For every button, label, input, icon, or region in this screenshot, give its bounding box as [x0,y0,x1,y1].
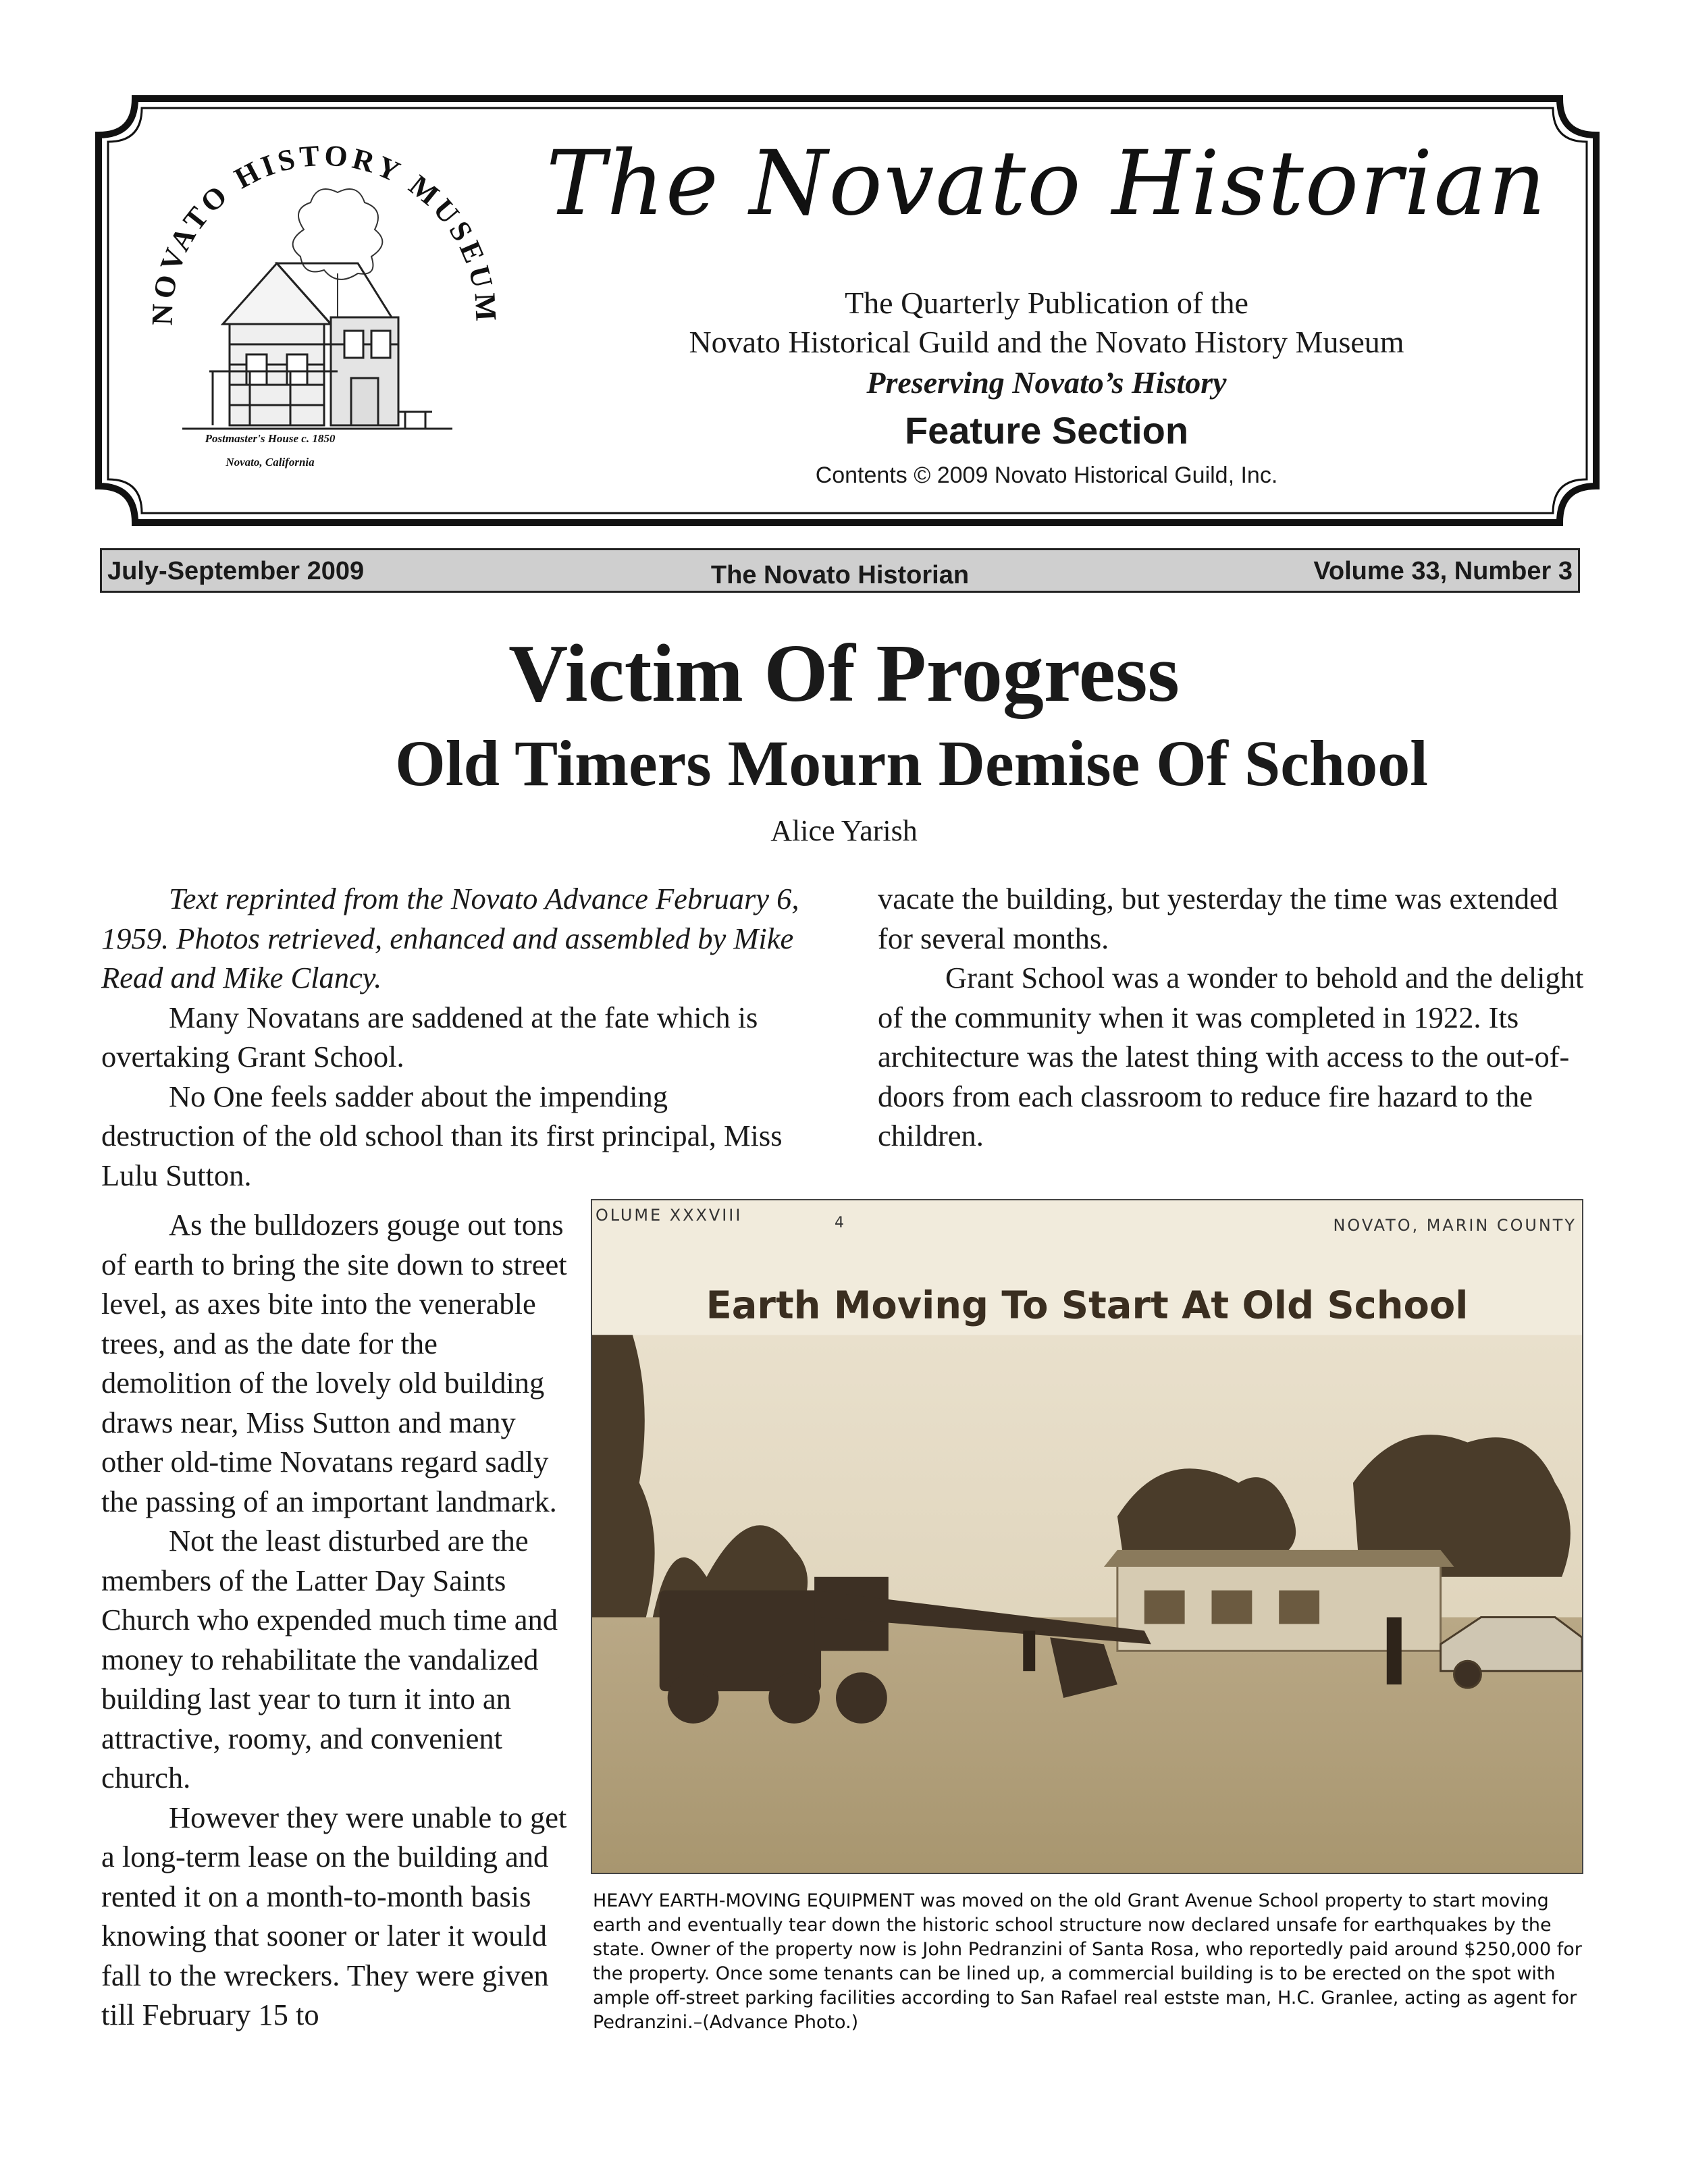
logo-caption-2: Novato, California [226,456,315,469]
clip-volume: OLUME XXXVIII [595,1205,743,1225]
paragraph: Grant School was a wonder to behold and the delight of the community when it was completed in 1922. Its architecture was the latest thing with access to the out-of-doors from each classroom to reduce fire hazard to the children. [878,961,1584,1152]
column-2 [878,879,1587,1156]
logo-arc-text: NOVATO HISTORY MUSEUM [145,138,503,326]
clip-headline: Earth Moving To Start At Old School [706,1283,1469,1328]
newspaper-clipping-photo [591,1199,1583,1874]
section-label: Feature Section [904,409,1189,452]
tagline: Preserving Novato’s History [866,365,1227,400]
issue-date: July-September 2009 [107,557,365,585]
clip-location: NOVATO, MARIN COUNTY [1333,1215,1577,1235]
volume-number: Volume 33, Number 3 [1313,557,1573,585]
photo-caption: HEAVY EARTH-MOVING EQUIPMENT was moved on the old Grant Avenue School property to start moving earth and eventually tear down the historic school structure now declared unsafe for earthquakes by the state. Owner of the property now is John Pedranzini of Santa Rosa, who reportedly paid around $250,000 for the property. Once some tenants can be lined up, a commercial building is to be erected on the spot with ample off-street parking facilities according to San Rafael real estste man, H.C. Granlee, acting as agent for Pedranzini.–(Advance Photo.) [593,1890,1582,2033]
column-1-narrow [101,1205,567,2035]
paragraph: vacate the building, but yesterday the time was extended for several months. [878,882,1558,955]
subtitle-line-1: The Quarterly Publication of the [845,286,1248,320]
reprint-note: Text reprinted from the Novato Advance February 6, 1959. Photos retrieved, enhanced and assembled by Mike Read and Mike Clancy. [101,882,799,994]
article-byline: Alice Yarish [770,814,918,847]
paragraph: As the bulldozers gouge out tons of earth to bring the site down to street level, as axes bite into the venerable trees, and as the date for the demolition of the lovely old building draws near, Miss Sutton and many other old-time Novatans regard sadly the passing of an important landmark. [101,1208,567,1518]
logo-caption-1: Postmaster's House c. 1850 [205,432,336,445]
publication-title: The Novato Historian [546,132,1548,236]
paragraph: No One feels sadder about the impending destruction of the old school than its first principal, Miss Lulu Sutton. [101,1079,783,1192]
museum-logo [135,128,513,506]
svg-text:NOVATO HISTORY MUSEUM [146,138,503,326]
paragraph: Many Novatans are saddened at the fate which is overtaking Grant School. [101,1000,758,1073]
issue-info-bar [100,548,1580,593]
copyright: Contents © 2009 Novato Historical Guild, Inc. [815,462,1278,488]
clip-number: 4 [835,1214,844,1231]
article-subheadline: Old Timers Mourn Demise Of School [395,727,1428,799]
publication-name: The Novato Historian [710,561,970,589]
article-headline: Victim Of Progress [508,628,1180,719]
column-1-top [101,879,803,1195]
paragraph: Not the least disturbed are the members of the Latter Day Saints Church who expended much time and money to rehabilitate the vandalized building last year to turn it into an attractive, roomy, and convenient church. [101,1524,558,1794]
house-illustration [182,263,452,429]
paragraph: However they were unable to get a long-term lease on the building and rented it on a month-to-month basis knowing that sooner or later it would fall to the wreckers. They were given till February 15 to [101,1800,567,2031]
subtitle-line-2: Novato Historical Guild and the Novato History Museum [689,325,1404,359]
